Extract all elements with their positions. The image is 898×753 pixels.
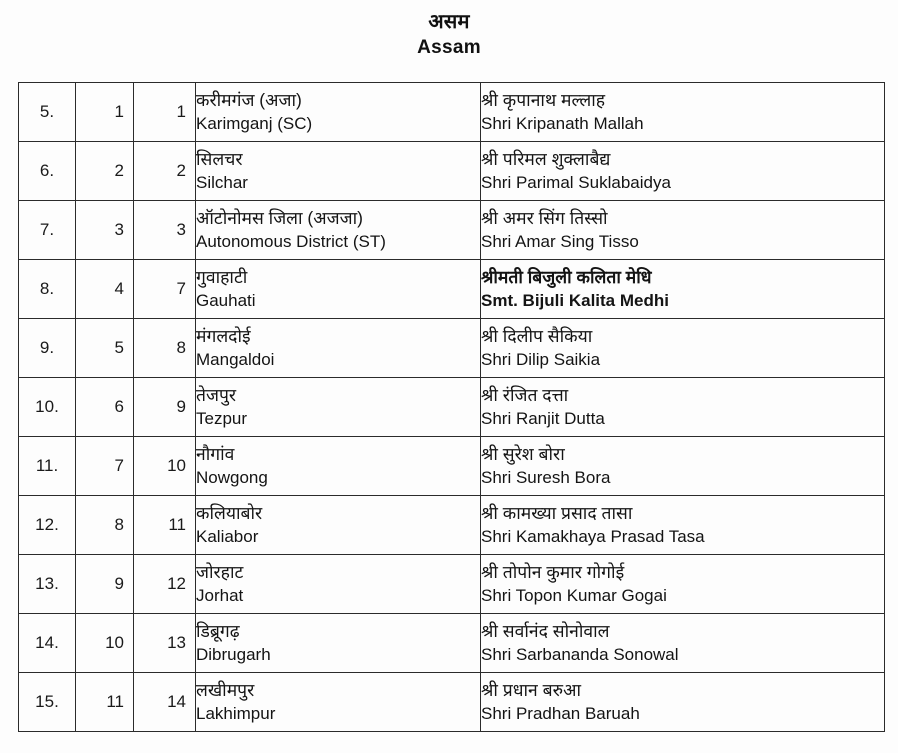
table-row bbox=[19, 555, 885, 614]
cell-constituency-name bbox=[196, 555, 481, 614]
candidate-name-english: Shri Suresh Bora bbox=[481, 468, 611, 488]
constituency-name-hindi: जोरहाट bbox=[196, 562, 244, 583]
cell-constituency-number: 13 bbox=[134, 614, 196, 673]
candidate-name-hindi: श्री रंजित दत्ता bbox=[481, 385, 569, 406]
cell-constituency-number: 12 bbox=[134, 555, 196, 614]
constituency-name-hindi: मंगलदोई bbox=[196, 326, 251, 347]
cell-state-serial-number: 2 bbox=[76, 142, 134, 201]
page-title-english: Assam bbox=[417, 37, 481, 58]
table-row bbox=[19, 201, 885, 260]
candidate-name-english: Shri Kripanath Mallah bbox=[481, 114, 644, 134]
cell-serial-number: 12. bbox=[19, 496, 76, 555]
constituency-name-hindi: कलियाबोर bbox=[196, 503, 263, 524]
constituency-name-english: Autonomous District (ST) bbox=[196, 232, 386, 252]
constituency-name-hindi: लखीमपुर bbox=[196, 680, 255, 701]
candidate-name-english: Smt. Bijuli Kalita Medhi bbox=[481, 291, 669, 311]
cell-candidate-name bbox=[481, 83, 885, 142]
cell-constituency-number: 1 bbox=[134, 83, 196, 142]
cell-candidate-name bbox=[481, 142, 885, 201]
constituency-name-hindi: नौगांव bbox=[196, 444, 235, 465]
cell-serial-number: 10. bbox=[19, 378, 76, 437]
table-body bbox=[19, 83, 885, 732]
cell-state-serial-number: 7 bbox=[76, 437, 134, 496]
table-row bbox=[19, 614, 885, 673]
cell-serial-number: 9. bbox=[19, 319, 76, 378]
document-header bbox=[0, 0, 898, 61]
cell-constituency-name bbox=[196, 83, 481, 142]
cell-constituency-number: 9 bbox=[134, 378, 196, 437]
cell-constituency-number: 3 bbox=[134, 201, 196, 260]
candidate-name-hindi: श्री प्रधान बरुआ bbox=[481, 680, 581, 701]
cell-state-serial-number: 3 bbox=[76, 201, 134, 260]
table-row bbox=[19, 673, 885, 732]
candidate-name-english: Shri Dilip Saikia bbox=[481, 350, 601, 370]
candidate-name-english: Shri Kamakhaya Prasad Tasa bbox=[481, 527, 705, 547]
cell-serial-number: 13. bbox=[19, 555, 76, 614]
cell-state-serial-number: 1 bbox=[76, 83, 134, 142]
cell-candidate-name bbox=[481, 437, 885, 496]
constituency-name-english: Gauhati bbox=[196, 291, 256, 311]
cell-constituency-name bbox=[196, 260, 481, 319]
candidate-name-hindi: श्री कामख्या प्रसाद तासा bbox=[481, 503, 633, 524]
constituency-name-english: Silchar bbox=[196, 173, 248, 193]
constituency-name-hindi: करीमगंज (अजा) bbox=[196, 90, 302, 111]
constituency-name-english: Lakhimpur bbox=[196, 704, 276, 724]
constituency-name-english: Jorhat bbox=[196, 586, 244, 606]
cell-constituency-name bbox=[196, 142, 481, 201]
cell-state-serial-number: 8 bbox=[76, 496, 134, 555]
cell-constituency-name bbox=[196, 437, 481, 496]
cell-constituency-name bbox=[196, 378, 481, 437]
constituency-name-hindi: सिलचर bbox=[196, 149, 243, 170]
candidate-name-english: Shri Sarbananda Sonowal bbox=[481, 645, 679, 665]
cell-serial-number: 11. bbox=[19, 437, 76, 496]
cell-serial-number: 6. bbox=[19, 142, 76, 201]
cell-candidate-name bbox=[481, 555, 885, 614]
table-row bbox=[19, 437, 885, 496]
cell-constituency-name bbox=[196, 496, 481, 555]
table-row bbox=[19, 496, 885, 555]
constituency-name-english: Karimganj (SC) bbox=[196, 114, 313, 134]
cell-state-serial-number: 10 bbox=[76, 614, 134, 673]
cell-candidate-name bbox=[481, 614, 885, 673]
candidate-name-english: Shri Ranjit Dutta bbox=[481, 409, 605, 429]
cell-constituency-number: 8 bbox=[134, 319, 196, 378]
candidate-name-english: Shri Amar Sing Tisso bbox=[481, 232, 639, 252]
cell-serial-number: 5. bbox=[19, 83, 76, 142]
cell-candidate-name bbox=[481, 260, 885, 319]
cell-constituency-name bbox=[196, 673, 481, 732]
constituency-name-hindi: तेजपुर bbox=[196, 385, 237, 406]
cell-candidate-name bbox=[481, 673, 885, 732]
constituency-name-english: Kaliabor bbox=[196, 527, 259, 547]
constituency-name-hindi: डिब्रूगढ़ bbox=[196, 621, 240, 642]
constituency-name-english: Tezpur bbox=[196, 409, 248, 429]
candidate-name-hindi: श्री सुरेश बोरा bbox=[481, 444, 565, 465]
candidate-name-hindi: श्री तोपोन कुमार गोगोई bbox=[481, 562, 625, 583]
cell-constituency-name bbox=[196, 201, 481, 260]
cell-constituency-name bbox=[196, 319, 481, 378]
cell-serial-number: 8. bbox=[19, 260, 76, 319]
cell-candidate-name bbox=[481, 496, 885, 555]
cell-constituency-name bbox=[196, 614, 481, 673]
constituency-table-container bbox=[18, 82, 884, 732]
cell-serial-number: 14. bbox=[19, 614, 76, 673]
cell-constituency-number: 14 bbox=[134, 673, 196, 732]
candidate-name-hindi: श्री कृपानाथ मल्लाह bbox=[481, 90, 606, 111]
candidate-name-hindi: श्री अमर सिंग तिस्सो bbox=[481, 208, 608, 229]
page-title-hindi: असम bbox=[428, 11, 470, 33]
table-row bbox=[19, 142, 885, 201]
candidate-name-hindi: श्री परिमल शुक्लाबैद्य bbox=[481, 149, 611, 170]
table-row bbox=[19, 83, 885, 142]
table-row bbox=[19, 260, 885, 319]
candidate-name-hindi: श्री दिलीप सैकिया bbox=[481, 326, 593, 347]
cell-constituency-number: 7 bbox=[134, 260, 196, 319]
constituency-table bbox=[18, 82, 885, 732]
cell-state-serial-number: 6 bbox=[76, 378, 134, 437]
constituency-name-english: Dibrugarh bbox=[196, 645, 271, 665]
cell-serial-number: 7. bbox=[19, 201, 76, 260]
candidate-name-hindi: श्रीमती बिजुली कलिता मेधि bbox=[481, 267, 652, 288]
candidate-name-english: Shri Parimal Suklabaidya bbox=[481, 173, 671, 193]
candidate-name-english: Shri Pradhan Baruah bbox=[481, 704, 640, 724]
cell-state-serial-number: 11 bbox=[76, 673, 134, 732]
cell-constituency-number: 2 bbox=[134, 142, 196, 201]
constituency-name-english: Mangaldoi bbox=[196, 350, 275, 370]
table-row bbox=[19, 378, 885, 437]
cell-state-serial-number: 4 bbox=[76, 260, 134, 319]
cell-candidate-name bbox=[481, 378, 885, 437]
cell-constituency-number: 11 bbox=[134, 496, 196, 555]
candidate-name-hindi: श्री सर्वानंद सोनोवाल bbox=[481, 621, 610, 642]
cell-state-serial-number: 9 bbox=[76, 555, 134, 614]
cell-candidate-name bbox=[481, 201, 885, 260]
cell-state-serial-number: 5 bbox=[76, 319, 134, 378]
constituency-name-hindi: गुवाहाटी bbox=[196, 267, 248, 288]
cell-constituency-number: 10 bbox=[134, 437, 196, 496]
constituency-name-english: Nowgong bbox=[196, 468, 268, 488]
cell-candidate-name bbox=[481, 319, 885, 378]
table-row bbox=[19, 319, 885, 378]
candidate-name-english: Shri Topon Kumar Gogai bbox=[481, 586, 667, 606]
constituency-name-hindi: ऑटोनोमस जिला (अजजा) bbox=[196, 208, 363, 229]
cell-serial-number: 15. bbox=[19, 673, 76, 732]
